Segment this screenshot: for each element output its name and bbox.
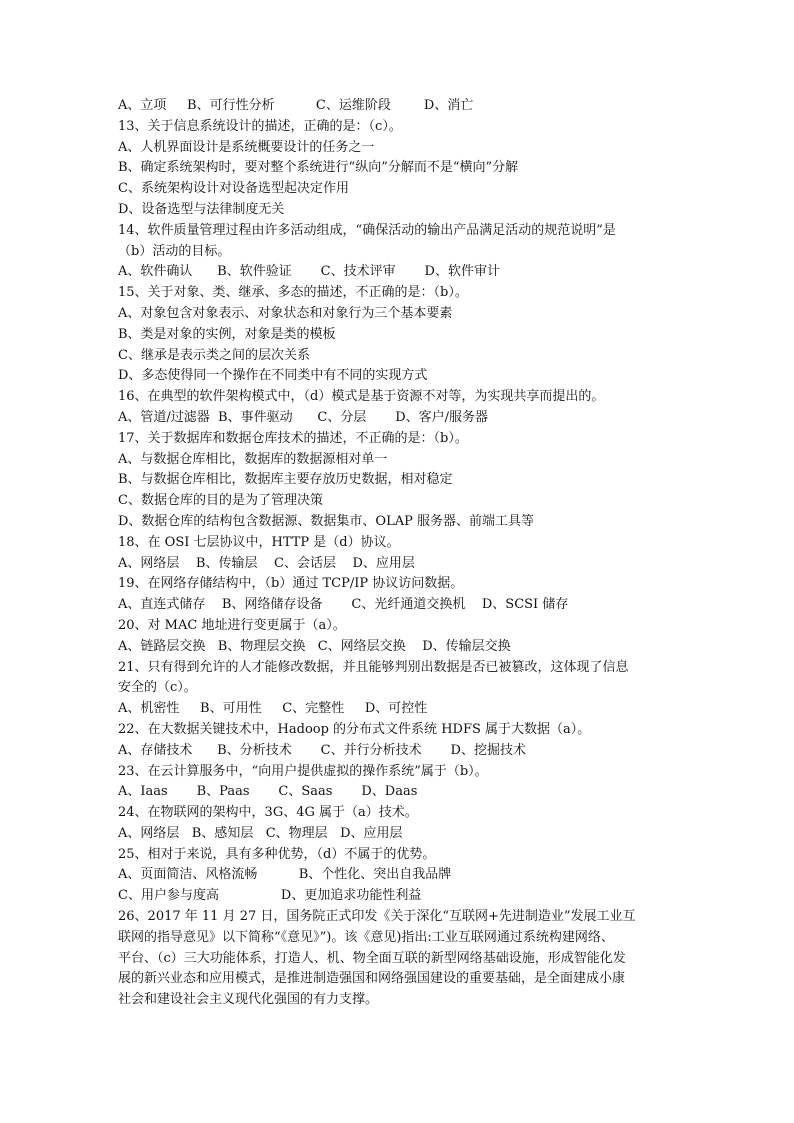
option-line: A、与数据仓库相比，数据库的数据源相对单一 [118, 451, 388, 467]
question-13: 13、关于信息系统设计的描述，正确的是：（c）。 [118, 118, 402, 134]
option-line: A、存储技术 B、分析技术 C、并行分析技术 D、挖掘技术 [118, 742, 526, 758]
text-line: （b）活动的目标。 [118, 243, 231, 259]
option-line: A、人机界面设计是系统概要设计的任务之一 [118, 139, 375, 155]
option-line: A、网络层 B、传输层 C、会话层 D、应用层 [118, 555, 415, 571]
document-page [118, 96, 678, 1011]
text-line: 安全的（c）。 [118, 680, 197, 696]
question-15: 15、关于对象、类、继承、多态的描述，不正确的是：（b）。 [118, 285, 468, 301]
text-line: A、立项 B、可行性分析 C、运维阶段 D、消亡 [118, 98, 474, 113]
option-line: D、数据仓库的结构包含数据源、数据集市、OLAP 服务器、前端工具等 [118, 513, 534, 529]
question-18: 18、在 OSI 七层协议中，HTTP 是（d）协议。 [118, 534, 400, 550]
question-16: 16、在典型的软件架构模式中，（d）模式是基于资源不对等，为实现共享而提出的。 [118, 389, 605, 405]
question-14: 14、软件质量管理过程由许多活动组成，“确保活动的输出产品满足活动的规范说明”是 [118, 222, 616, 238]
option-line: A、页面简洁、风格流畅 B、个性化、突出自我品牌 [118, 867, 452, 883]
option-line: B、与数据仓库相比，数据库主要存放历史数据，相对稳定 [118, 472, 453, 488]
option-line: A、Iaas B、Paas C、Saas D、Daas [118, 784, 418, 800]
question-23: 23、在云计算服务中，“向用户提供虚拟的操作系统”属于（b）。 [118, 763, 488, 779]
option-line: D、设备选型与法律制度无关 [118, 201, 285, 217]
question-17: 17、关于数据库和数据仓库技术的描述，不正确的是：（b）。 [118, 430, 468, 446]
option-line: B、确定系统架构时，要对整个系统进行“纵向”分解而不是“横向”分解 [118, 160, 519, 176]
option-line: C、系统架构设计对设备选型起决定作用 [118, 181, 349, 197]
option-line: A、机密性 B、可用性 C、完整性 D、可控性 [118, 701, 428, 717]
option-line: A、对象包含对象表示、对象状态和对象行为三个基本要素 [118, 305, 453, 321]
question-20: 20、对 MAC 地址进行变更属于（a）。 [118, 617, 346, 633]
question-21: 21、只有得到允许的人才能修改数据，并且能够判别出数据是否已被篡改，这体现了信息 [118, 659, 629, 675]
option-line: B、类是对象的实例，对象是类的模板 [118, 326, 336, 342]
option-line: C、用户参与度高 D、更加追求功能性利益 [118, 888, 422, 904]
option-line: C、继承是表示类之间的层次关系 [118, 347, 310, 363]
option-line: A、网络层 B、感知层 C、物理层 D、应用层 [118, 825, 403, 841]
option-line: C、数据仓库的目的是为了管理决策 [118, 493, 323, 509]
option-line: A、软件确认 B、软件验证 C、技术评审 D、软件审计 [118, 264, 500, 280]
question-26: 26、2017 年 11 月 27 日，国务院正式印发《关于深化“互联网+先进制造业”发展工业互 [118, 909, 636, 925]
question-24: 24、在物联网的架构中，3G、4G 属于（a）技术。 [118, 805, 418, 821]
text-line: 社会和建设社会主义现代化强国的有力支撑。 [118, 992, 379, 1008]
question-22: 22、在大数据关键技术中，Hadoop 的分布式文件系统 HDFS 属于大数据（a）。 [118, 721, 591, 737]
option-line: A、管道/过滤器 B、事件驱动 C、分层 D、客户/服务器 [118, 409, 489, 425]
question-19: 19、在网络存储结构中，（b）通过 TCP/IP 协议访问数据。 [118, 576, 464, 592]
question-25: 25、相对于来说，具有多种优势，（d）不属于的优势。 [118, 846, 436, 862]
option-line: A、链路层交换 B、物理层交换 C、网络层交换 D、传输层交换 [118, 638, 511, 654]
text-line: 联网的指导意见》以下简称“《意见》”)。该《意见)指出:工业互联网通过系统构建网络、 [118, 929, 614, 945]
option-line: D、多态使得同一个操作在不同类中有不同的实现方式 [118, 368, 428, 384]
option-line: A、直连式储存 B、网络储存设备 C、光纤通道交换机 D、SCSI 储存 [118, 597, 569, 613]
text-line: 平台、（c）三大功能体系，打造人、机、物全面互联的新型网络基础设施，形成智能化发 [118, 950, 626, 966]
text-line: 展的新兴业态和应用模式，是推进制造强国和网络强国建设的重要基础，是全面建成小康 [118, 971, 626, 987]
